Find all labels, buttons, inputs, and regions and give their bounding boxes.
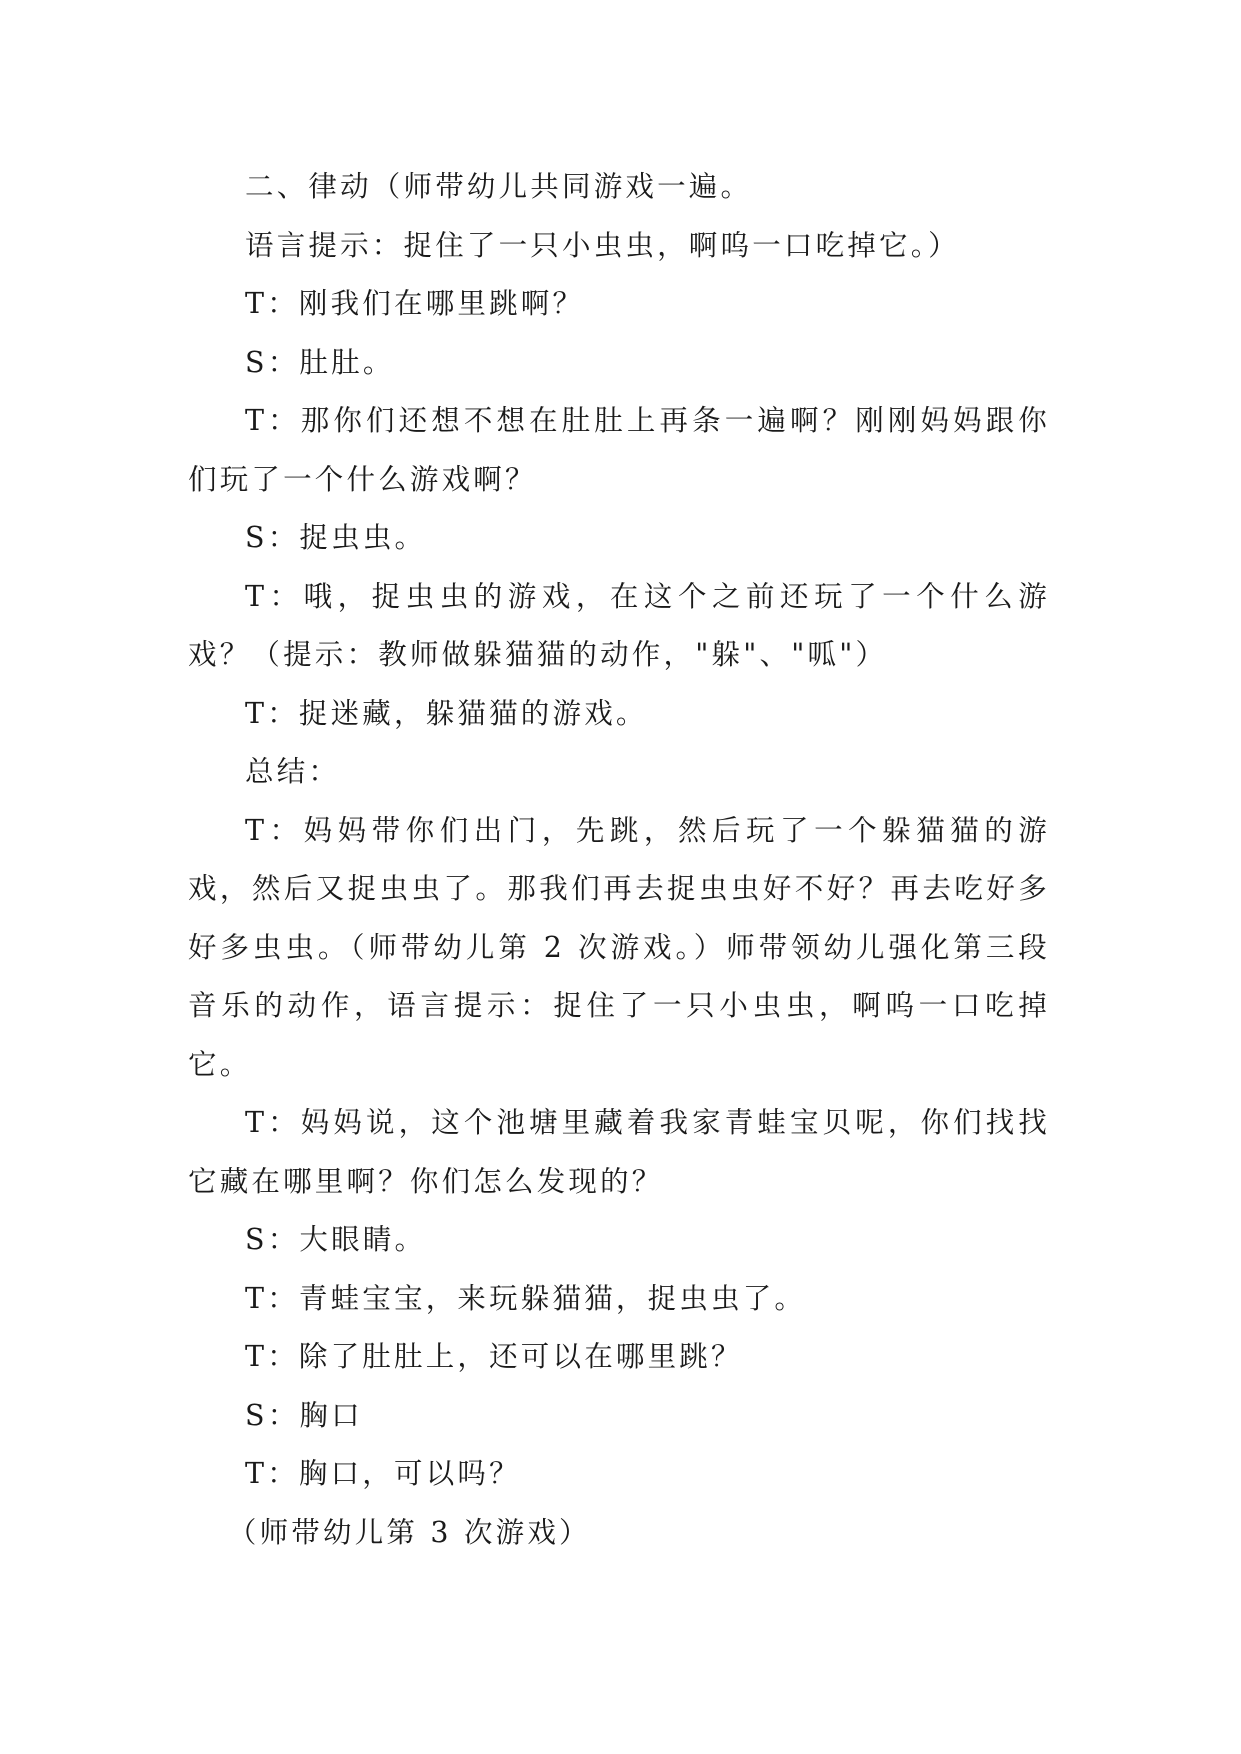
paragraph-dialogue: S：肚肚。 [245,345,395,379]
paragraph-dialogue: T：刚我们在哪里跳啊？ [245,287,585,320]
paragraph-dialogue: T：妈妈带你们出门，先跳，然后玩了一个躲猫猫的游戏，然后又捉虫虫了。那我们再去捉虫虫好不好？再去吃好多好多虫虫。（师带幼儿第 2 次游戏。）师带领幼儿强化第三段音乐的动作，语言提示：捉住了一只小虫虫，啊呜一口吃掉它。 [188,813,1050,1081]
paragraph-dialogue: T：哦，捉虫虫的游戏，在这个之前还玩了一个什么游戏？（提示：教师做躲猫猫的动作，"躲"、"呱"） [188,579,1050,671]
paragraph-stage-note: （师带幼儿第 3 次游戏） [227,1515,591,1549]
paragraph-dialogue: T：胸口，可以吗？ [245,1457,521,1490]
paragraph-dialogue: S：捉虫虫。 [245,521,427,554]
document-body [188,158,1050,1562]
paragraph-dialogue: S：胸口 [245,1398,363,1432]
paragraph-dialogue: T：青蛙宝宝，来玩躲猫猫，捉虫虫了。 [245,1281,807,1315]
paragraph-dialogue: T：除了肚肚上，还可以在哪里跳？ [245,1340,743,1373]
paragraph-section-heading: 二、律动（师带幼儿共同游戏一遍。 [245,170,753,203]
paragraph-dialogue: S：大眼睛。 [245,1223,427,1256]
paragraph-dialogue: T：妈妈说，这个池塘里藏着我家青蛙宝贝呢，你们找找它藏在哪里啊？你们怎么发现的？ [188,1106,1050,1198]
paragraph-dialogue: T：捉迷藏，躲猫猫的游戏。 [245,696,648,730]
paragraph-dialogue: T：那你们还想不想在肚肚上再条一遍啊？刚刚妈妈跟你们玩了一个什么游戏啊？ [188,404,1050,496]
paragraph-language-hint: 语言提示：捉住了一只小虫虫，啊呜一口吃掉它。） [245,228,960,262]
paragraph-summary-heading: 总结： [245,755,341,788]
